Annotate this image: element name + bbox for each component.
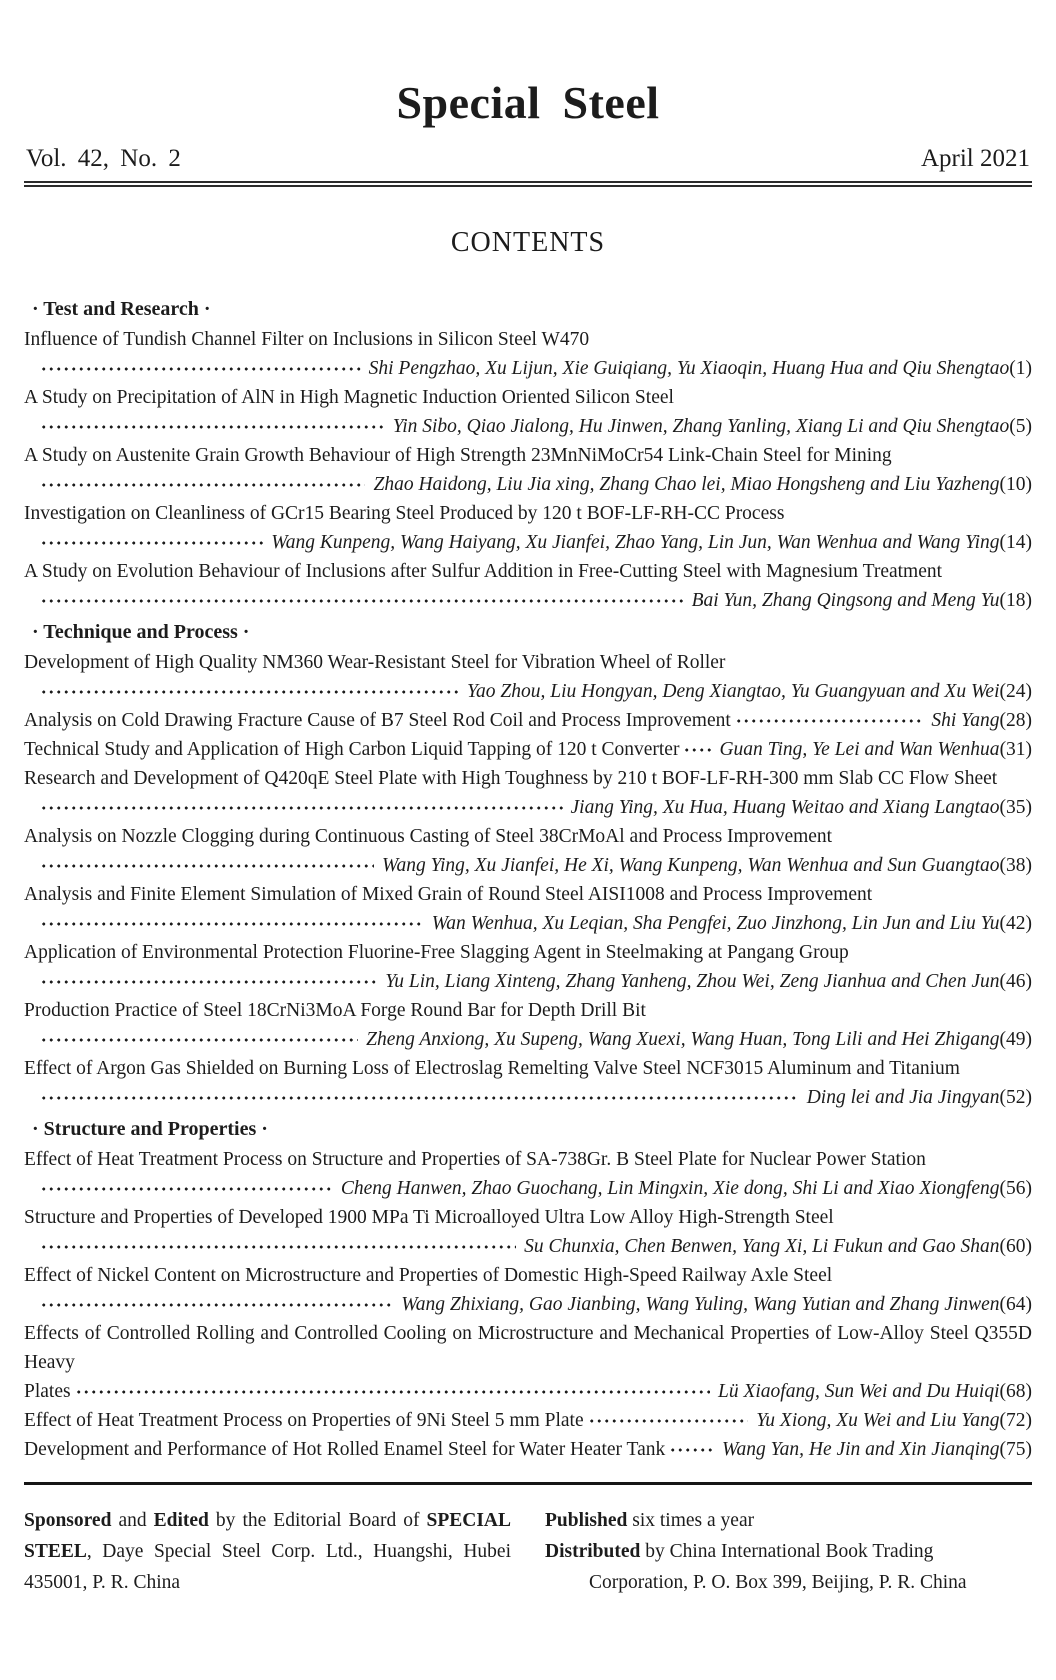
- page-number: (52): [999, 1087, 1032, 1108]
- author-names: Bai Yun, Zhang Qingsong and Meng Yu: [691, 590, 1000, 611]
- author-names: Ding lei and Jia Jingyan: [806, 1087, 1000, 1108]
- toc-entry-title: Production Practice of Steel 18CrNi3MoA Forge Round Bar for Depth Drill Bit: [24, 1000, 646, 1021]
- page-number: (75): [999, 1439, 1032, 1460]
- toc-leader-row: [24, 735, 1032, 764]
- toc-entry-title: Development of High Quality NM360 Wear-Resistant Steel for Vibration Wheel of Roller: [24, 652, 726, 673]
- page-number: (60): [999, 1236, 1032, 1257]
- toc-entry-title: Analysis and Finite Element Simulation of Mixed Grain of Round Steel AISI1008 and Process Improvement: [24, 884, 873, 905]
- dot-leader: [40, 594, 684, 608]
- toc-entry-authors: [807, 1083, 1032, 1112]
- toc-leader-row: [24, 909, 1032, 938]
- toc-entry-authors: [692, 586, 1032, 615]
- footer-text-segment: 435001, P. R. China: [24, 1572, 181, 1593]
- dot-leader: [735, 714, 924, 728]
- toc-leader-row: [24, 1290, 1032, 1319]
- page-number: (1): [1009, 358, 1032, 379]
- toc-entry-title: Influence of Tundish Channel Filter on Inclusions in Silicon Steel W470: [24, 329, 590, 350]
- toc-entry-title-inline: Development and Performance of Hot Rolled Enamel Steel for Water Heater Tank: [24, 1439, 666, 1460]
- toc-entry-title: A Study on Precipitation of AlN in High Magnetic Induction Oriented Silicon Steel: [24, 387, 674, 408]
- footer-text-segment: six times a year: [627, 1510, 755, 1531]
- toc-entry-title: Research and Development of Q420qE Steel Plate with High Toughness by 210 t BOF-LF-RH-300 mm Slab CC Flow Sheet: [24, 768, 998, 789]
- header-double-rule: [24, 181, 1032, 187]
- footer-right-column: [545, 1505, 1032, 1598]
- toc-entry-title: Analysis on Nozzle Clogging during Continuous Casting of Steel 38CrMoAl and Process Improvement: [24, 826, 833, 847]
- toc-entry-authors: [931, 706, 1032, 735]
- toc-leader-row: [24, 1025, 1032, 1054]
- toc-leader-row: [24, 1174, 1032, 1203]
- page-number: (14): [999, 532, 1032, 553]
- page-number: (46): [999, 971, 1032, 992]
- footer-text-segment: Distributed: [545, 1541, 641, 1562]
- page-number: (35): [999, 797, 1032, 818]
- dot-leader: [40, 478, 365, 492]
- toc-leader-row: [24, 1435, 1032, 1464]
- page-number: (68): [999, 1381, 1032, 1402]
- toc-entry-title-inline: Plates: [24, 1381, 71, 1402]
- toc-leader-row: [24, 706, 1032, 735]
- author-names: Zheng Anxiong, Xu Supeng, Wang Xuexi, Wang Huan, Tong Lili and Hei Zhigang: [366, 1029, 1000, 1050]
- page-number: (72): [999, 1410, 1032, 1431]
- footer-line: [545, 1567, 1032, 1598]
- page-number: (5): [1009, 416, 1032, 437]
- author-names: Cheng Hanwen, Zhao Guochang, Lin Mingxin, Xie dong, Shi Li and Xiao Xiongfeng: [340, 1178, 1000, 1199]
- toc-entry-authors: [467, 677, 1032, 706]
- page-number: (42): [999, 913, 1032, 934]
- author-names: Yu Xiong, Xu Wei and Liu Yang: [756, 1410, 1000, 1431]
- toc-leader-row: [24, 1232, 1032, 1261]
- toc-entry-authors: [382, 851, 1032, 880]
- dot-leader: [588, 1414, 749, 1428]
- dot-leader: [40, 859, 374, 873]
- toc-entry-authors: [524, 1232, 1032, 1261]
- toc-entry-authors: [571, 793, 1033, 822]
- toc-entry-title-inline: Technical Study and Application of High Carbon Liquid Tapping of 120 t Converter: [24, 739, 680, 760]
- toc-entry-authors: [341, 1174, 1032, 1203]
- dot-leader: [40, 362, 361, 376]
- footer-line: [545, 1536, 1032, 1567]
- toc-entry-authors: [718, 1377, 1032, 1406]
- page-number: (10): [999, 474, 1032, 495]
- masthead-row: [24, 145, 1032, 173]
- author-names: Wang Yan, He Jin and Xin Jianqing: [721, 1439, 1000, 1460]
- author-names: Guan Ting, Ye Lei and Wan Wenhua: [719, 739, 1000, 760]
- dot-leader: [40, 917, 424, 931]
- toc-entry-title-inline: Effect of Heat Treatment Process on Properties of 9Ni Steel 5 mm Plate: [24, 1410, 584, 1431]
- dot-leader: [40, 536, 263, 550]
- issue-date: April 2021: [920, 145, 1030, 172]
- toc-entry-title: Effect of Heat Treatment Process on Structure and Properties of SA-738Gr. B Steel Plate for Nuclear Power Station: [24, 1149, 926, 1170]
- footer-text-segment: by the Editorial Board of: [208, 1510, 427, 1531]
- page-number: (56): [999, 1178, 1032, 1199]
- toc-entry-authors: [756, 1406, 1032, 1435]
- toc-entry-authors: [722, 1435, 1032, 1464]
- footer-line: [24, 1536, 511, 1567]
- dot-leader: [75, 1385, 710, 1399]
- footer-text-segment: by China International Book Trading: [640, 1541, 934, 1562]
- author-names: Shi Yang: [931, 710, 1000, 731]
- toc-entry-authors: [719, 735, 1032, 764]
- toc-leader-row: [24, 967, 1032, 996]
- footer-text-segment: Edited: [153, 1510, 209, 1531]
- footer-text-segment: Published: [545, 1510, 628, 1531]
- toc-entry-title: Effect of Argon Gas Shielded on Burning Loss of Electroslag Remelting Valve Steel NCF3015 Aluminum and Titanium: [24, 1058, 960, 1079]
- toc-leader-row: [24, 677, 1032, 706]
- page-number: (24): [999, 681, 1032, 702]
- author-names: Wang Ying, Xu Jianfei, He Xi, Wang Kunpeng, Wan Wenhua and Sun Guangtao: [382, 855, 1000, 876]
- toc-leader-row: [24, 1377, 1032, 1406]
- dot-leader: [40, 1033, 358, 1047]
- section-heading: · Technique and Process ·: [32, 621, 250, 643]
- toc-entry-title: A Study on Austenite Grain Growth Behaviour of High Strength 23MnNiMoCr54 Link-Chain Steel for Mining: [24, 445, 892, 466]
- toc-entry-title: Structure and Properties of Developed 1900 MPa Ti Microalloyed Ultra Low Alloy High-Strength Steel: [24, 1207, 834, 1228]
- footer-line: [545, 1505, 1032, 1536]
- author-names: Yao Zhou, Liu Hongyan, Deng Xiangtao, Yu Guangyuan and Xu Wei: [467, 681, 1000, 702]
- dot-leader: [40, 801, 563, 815]
- toc-entry-title: Application of Environmental Protection Fluorine-Free Slagging Agent in Steelmaking at Pangang Group: [24, 942, 849, 963]
- toc-entry-title-inline: Analysis on Cold Drawing Fracture Cause of B7 Steel Rod Coil and Process Improvement: [24, 710, 731, 731]
- toc-entry-authors: [369, 354, 1032, 383]
- dot-leader: [683, 743, 711, 757]
- toc-entry-authors: [373, 470, 1032, 499]
- dot-leader: [40, 975, 377, 989]
- author-names: Yu Lin, Liang Xinteng, Zhang Yanheng, Zhou Wei, Zeng Jianhua and Chen Jun: [385, 971, 1000, 992]
- toc-leader-row: [24, 470, 1032, 499]
- page-number: (38): [999, 855, 1032, 876]
- footer-text-segment: Corporation, P. O. Box 399, Beijing, P. R. China: [589, 1572, 967, 1593]
- footer-text-segment: and: [111, 1510, 154, 1531]
- footer: [24, 1505, 1032, 1598]
- toc-entry-title: Investigation on Cleanliness of GCr15 Bearing Steel Produced by 120 t BOF-LF-RH-CC Process: [24, 503, 785, 524]
- section-heading: · Test and Research ·: [32, 298, 211, 320]
- toc-entry-title: Effects of Controlled Rolling and Controlled Cooling on Microstructure and Mechanical Properties of Low-Alloy Steel Q355D Heavy: [24, 1323, 1032, 1373]
- page-number: (18): [999, 590, 1032, 611]
- toc-leader-row: [24, 851, 1032, 880]
- toc-entry-authors: [401, 1290, 1032, 1319]
- toc-entry-authors: [366, 1025, 1032, 1054]
- author-names: Wang Zhixiang, Gao Jianbing, Wang Yuling, Wang Yutian and Zhang Jinwen: [401, 1294, 1000, 1315]
- toc-entry-authors: [432, 909, 1032, 938]
- footer-rule: [24, 1482, 1032, 1485]
- footer-text-segment: SPECIAL: [426, 1510, 512, 1531]
- dot-leader: [40, 1091, 799, 1105]
- author-names: Zhao Haidong, Liu Jia xing, Zhang Chao lei, Miao Hongsheng and Liu Yazheng: [373, 474, 1000, 495]
- toc-entry-authors: [393, 412, 1032, 441]
- page-number: (64): [999, 1294, 1032, 1315]
- toc-leader-row: [24, 354, 1032, 383]
- page-number: (31): [999, 739, 1033, 760]
- toc: [24, 295, 1032, 1464]
- dot-leader: [40, 1240, 516, 1254]
- footer-line: [24, 1567, 511, 1598]
- author-names: Shi Pengzhao, Xu Lijun, Xie Guiqiang, Yu Xiaoqin, Huang Hua and Qiu Shengtao: [368, 358, 1010, 379]
- journal-title: Special Steel: [396, 77, 660, 128]
- toc-entry-title: A Study on Evolution Behaviour of Inclusions after Sulfur Addition in Free-Cutting Steel with Magnesium Treatment: [24, 561, 943, 582]
- footer-text-segment: Sponsored: [24, 1510, 112, 1531]
- toc-entry-authors: [271, 528, 1032, 557]
- footer-text-segment: STEEL: [24, 1541, 87, 1562]
- section-heading: · Structure and Properties ·: [32, 1118, 268, 1140]
- contents-heading: CONTENTS: [450, 227, 606, 258]
- toc-leader-row: [24, 1083, 1032, 1112]
- footer-left-column: [24, 1505, 511, 1598]
- author-names: Jiang Ying, Xu Hua, Huang Weitao and Xiang Langtao: [570, 797, 1000, 818]
- author-names: Yin Sibo, Qiao Jialong, Hu Jinwen, Zhang Yanling, Xiang Li and Qiu Shengtao: [392, 416, 1010, 437]
- footer-line: [24, 1505, 511, 1536]
- dot-leader: [40, 685, 459, 699]
- toc-leader-row: [24, 586, 1032, 615]
- dot-leader: [40, 1182, 333, 1196]
- volume-issue: Vol. 42, No. 2: [26, 145, 181, 172]
- toc-entry-authors: [385, 967, 1032, 996]
- toc-entry-title: Effect of Nickel Content on Microstructure and Properties of Domestic High-Speed Railway Axle Steel: [24, 1265, 833, 1286]
- toc-leader-row: [24, 793, 1032, 822]
- page-number: (49): [999, 1029, 1032, 1050]
- author-names: Su Chunxia, Chen Benwen, Yang Xi, Li Fukun and Gao Shan: [524, 1236, 1000, 1257]
- footer-text-segment: , Daye Special Steel Corp. Ltd., Huangshi, Hubei: [86, 1541, 511, 1562]
- toc-leader-row: [24, 412, 1032, 441]
- page-number: (28): [999, 710, 1032, 731]
- author-names: Lü Xiaofang, Sun Wei and Du Huiqi: [718, 1381, 1000, 1402]
- toc-leader-row: [24, 528, 1032, 557]
- dot-leader: [669, 1443, 714, 1457]
- dot-leader: [40, 420, 385, 434]
- author-names: Wang Kunpeng, Wang Haiyang, Xu Jianfei, Zhao Yang, Lin Jun, Wan Wenhua and Wang Ying: [271, 532, 1000, 553]
- dot-leader: [40, 1298, 393, 1312]
- toc-leader-row: [24, 1406, 1032, 1435]
- author-names: Wan Wenhua, Xu Leqian, Sha Pengfei, Zuo Jinzhong, Lin Jun and Liu Yu: [431, 913, 1000, 934]
